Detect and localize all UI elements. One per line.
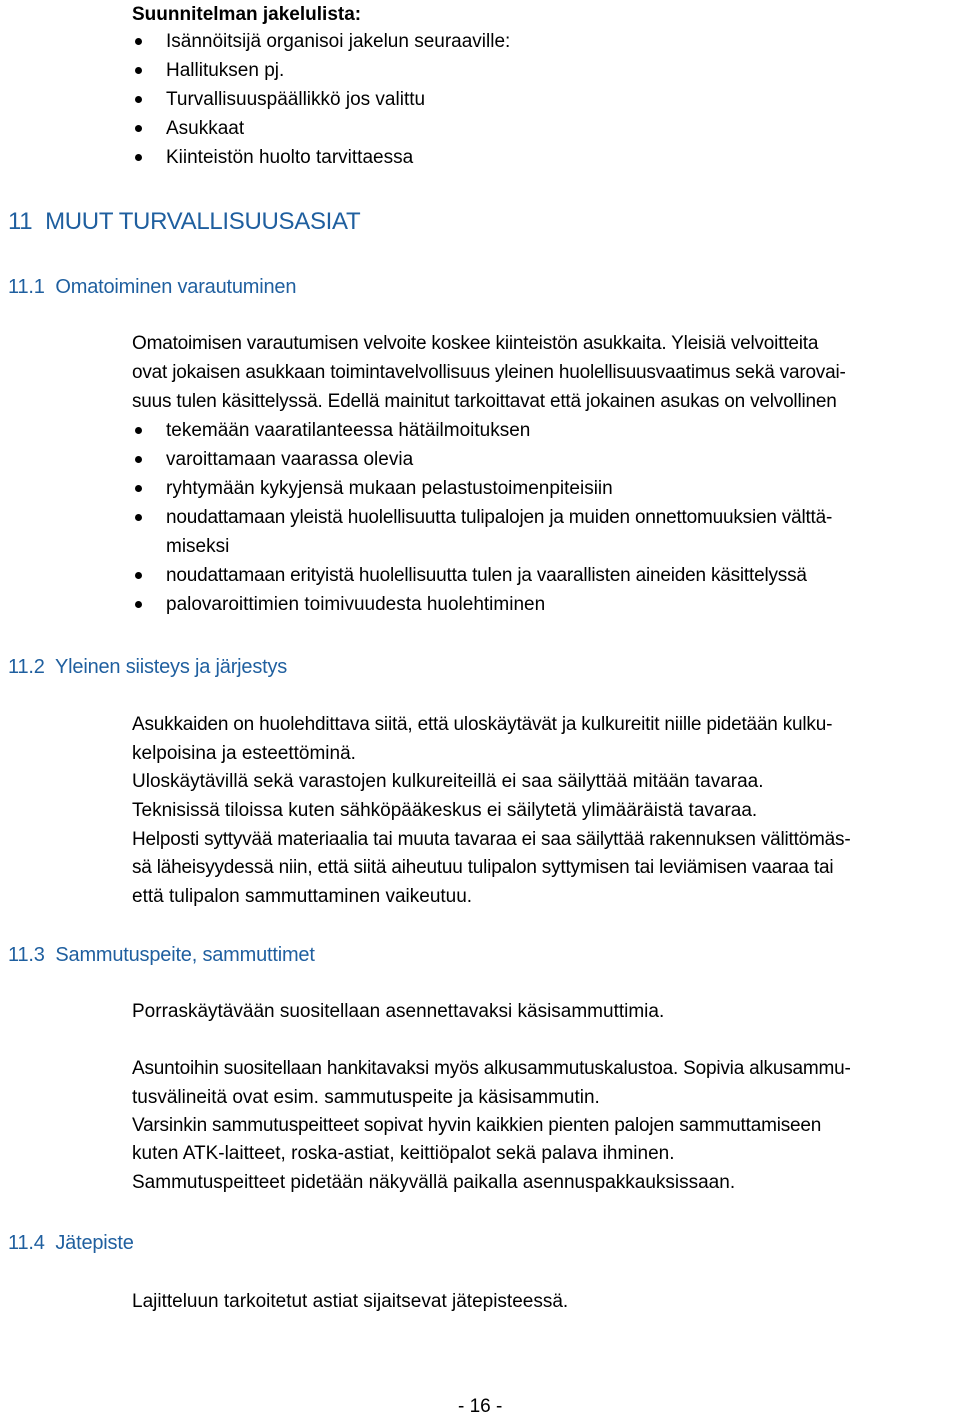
paragraph-line: Varsinkin sammutuspeitteet sopivat hyvin kaikkien pienten palojen sammuttamiseen (132, 1115, 822, 1136)
list-item: noudattamaan yleistä huolellisuutta tulipalojen ja muiden onnettomuuksien välttä- (166, 507, 833, 528)
paragraph-line: Asuntoihin suositellaan hankitavaksi myös alkusammutuskalustoa. Sopivia alkusammu- (132, 1058, 851, 1079)
paragraph-line: Helposti syttyvää materiaalia tai muuta tavaraa ei saa säilyttää rakennuksen välittömäs- (132, 829, 851, 850)
list-item: tekemään vaaratilanteessa hätäilmoituksen (166, 420, 531, 441)
bullet-icon (135, 125, 142, 132)
section-title: MUUT TURVALLISUUSASIAT (45, 208, 361, 235)
bullet-icon (135, 38, 142, 45)
distribution-item: Asukkaat (166, 118, 245, 139)
paragraph-line: suus tulen käsittelyssä. Edellä mainitut tarkoittavat että jokainen asukas on velvollinen (132, 391, 837, 412)
bullet-icon (135, 96, 142, 103)
section-11-3-heading (8, 941, 315, 969)
paragraph-line: Sammutuspeitteet pidetään näkyvällä paikalla asennuspakkauksissaan. (132, 1172, 736, 1193)
paragraph-line: kelpoisina ja esteettöminä. (132, 743, 356, 764)
paragraph-line: Teknisissä tiloissa kuten sähköpääkeskus ei säilytetä ylimääräistä tavaraa. (132, 800, 758, 821)
paragraph-line: tusvälineitä ovat esim. sammutuspeite ja käsisammutin. (132, 1087, 600, 1108)
section-11-4-heading (8, 1229, 134, 1257)
paragraph-line: Asukkaiden on huolehdittava siitä, että uloskäytävät ja kulkureitit niille pidetään kulku- (132, 714, 833, 735)
bullet-icon (135, 485, 142, 492)
bullet-icon (135, 572, 142, 579)
paragraph-line: kuten ATK-laitteet, roska-astiat, keittiöpalot sekä palava ihminen. (132, 1143, 675, 1164)
paragraph-line: ovat jokaisen asukkaan toimintavelvollisuus yleinen huolellisuusvaatimus sekä varovai- (132, 362, 846, 383)
paragraph-line: sä läheisyydessä niin, että siitä aiheutuu tulipalon syttymisen tai leviämisen vaaraa tai (132, 857, 834, 878)
bullet-icon (135, 67, 142, 74)
list-item: noudattamaan erityistä huolellisuutta tulen ja vaarallisten aineiden käsittelyssä (166, 565, 807, 586)
bullet-icon (135, 427, 142, 434)
list-item: ryhtymään kykyjensä mukaan pelastustoimenpiteisiin (166, 478, 613, 499)
paragraph-line: Omatoimisen varautumisen velvoite koskee kiinteistön asukkaita. Yleisiä velvoitteita (132, 333, 819, 354)
section-title: Yleinen siisteys ja järjestys (55, 656, 288, 678)
bullet-icon (135, 456, 142, 463)
page-number: - 16 - (458, 1396, 503, 1417)
distribution-item: Kiinteistön huolto tarvittaessa (166, 147, 414, 168)
section-number: 11.2 (8, 656, 45, 678)
distribution-item: Hallituksen pj. (166, 60, 285, 81)
list-item-continuation: miseksi (166, 536, 230, 557)
section-number: 11.3 (8, 944, 45, 966)
paragraph-line: että tulipalon sammuttaminen vaikeutuu. (132, 886, 473, 907)
bullet-icon (135, 514, 142, 521)
bullet-icon (135, 601, 142, 608)
section-title: Jätepiste (55, 1232, 134, 1254)
list-item: palovaroittimien toimivuudesta huolehtiminen (166, 594, 546, 615)
section-number: 11 (8, 208, 33, 235)
distribution-item: Isännöitsijä organisoi jakelun seuraaville: (166, 31, 511, 52)
distribution-title: Suunnitelman jakelulista: (132, 4, 362, 25)
section-title: Sammutuspeite, sammuttimet (55, 944, 315, 966)
section-11-2-heading (8, 653, 287, 681)
section-number: 11.4 (8, 1232, 45, 1254)
section-title: Omatoiminen varautuminen (55, 276, 297, 298)
paragraph-line: Uloskäytävillä sekä varastojen kulkureiteillä ei saa säilyttää mitään tavaraa. (132, 771, 764, 792)
distribution-item: Turvallisuuspäällikkö jos valittu (166, 89, 426, 110)
paragraph-line: Porraskäytävään suositellaan asennettavaksi käsisammuttimia. (132, 1001, 665, 1022)
section-number: 11.1 (8, 276, 45, 298)
section-11-heading (8, 207, 360, 237)
paragraph-line: Lajitteluun tarkoitetut astiat sijaitsevat jätepisteessä. (132, 1291, 569, 1312)
list-item: varoittamaan vaarassa olevia (166, 449, 414, 470)
bullet-icon (135, 154, 142, 161)
section-11-1-heading (8, 273, 296, 301)
